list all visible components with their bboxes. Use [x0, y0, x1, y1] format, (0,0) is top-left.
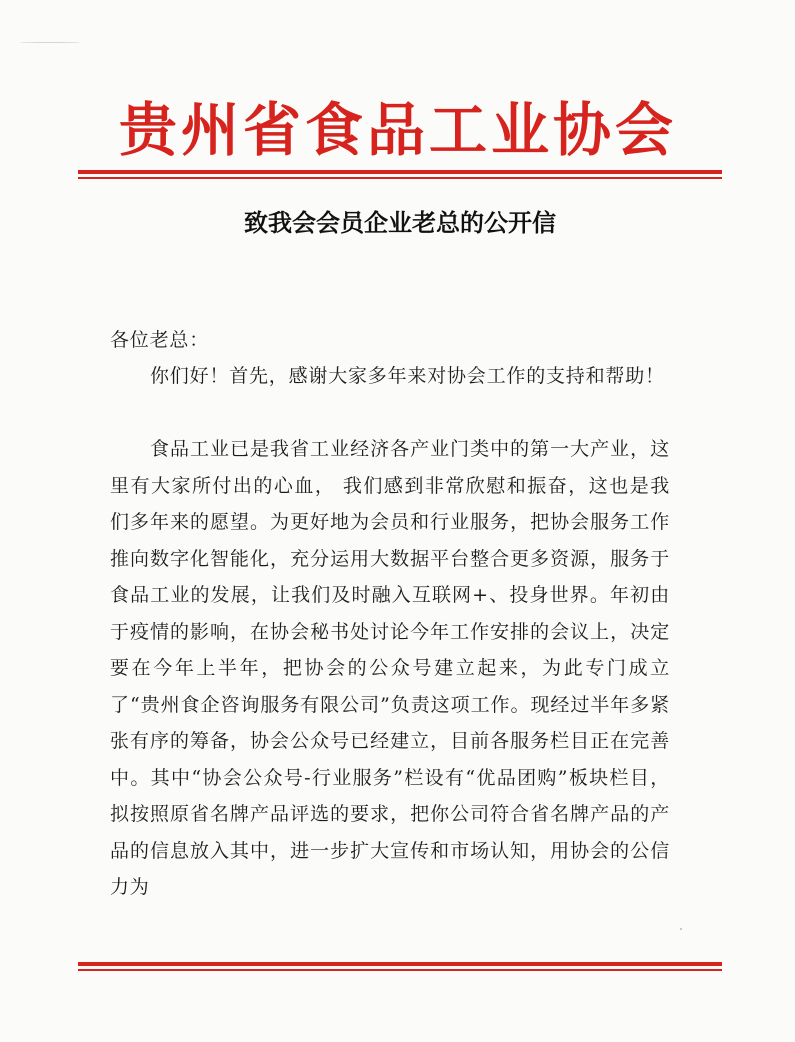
letterhead-rule-thin — [78, 177, 722, 179]
document-title: 致我会会员企业老总的公开信 — [244, 209, 556, 237]
footer-rule-thick — [78, 962, 722, 966]
salutation: 各位老总： — [110, 329, 210, 351]
letterhead-rule-thick — [78, 170, 722, 174]
paragraph-greeting: 你们好！首先，感谢大家多年来对协会工作的支持和帮助！ — [150, 365, 665, 387]
paragraph-main: 食品工业已是我省工业经济各产业门类中的第一大产业，这里有大家所付出的心血， 我们感到非常欣慰和振奋，这也是我们多年来的愿望。为更好地为会员和行业服务，把协会服务工作推向数字化智能化，充分运用大数据平台整合更多资源，服务于食品工业的发展，让我们及时融入互联网+、投身世界。年初由于疫情的影响，在协会秘书处讨论今年工作安排的会议上，决定要在今年上半年，把协会的公众号建立起来，为此专门成立了“贵州食企咨询服务有限公司”负责这项工作。现经过半年多紧张有序的筹备，协会公众号已经建立，目前各服务栏目正在完善中。其中“协会公众号-行业服务”栏设有“优品团购”板块栏目，拟按照原省名牌产品评选的要求，把你公司符合省名牌产品的产品的信息放入其中，进一步扩大宣传和市场认知，用协会的公信力为 — [110, 438, 670, 898]
scan-mark — [20, 42, 80, 43]
scan-speck — [680, 928, 682, 930]
letterhead-organization-name: 贵州省食品工业协会 — [118, 96, 677, 164]
footer-rule-thin — [78, 969, 722, 971]
